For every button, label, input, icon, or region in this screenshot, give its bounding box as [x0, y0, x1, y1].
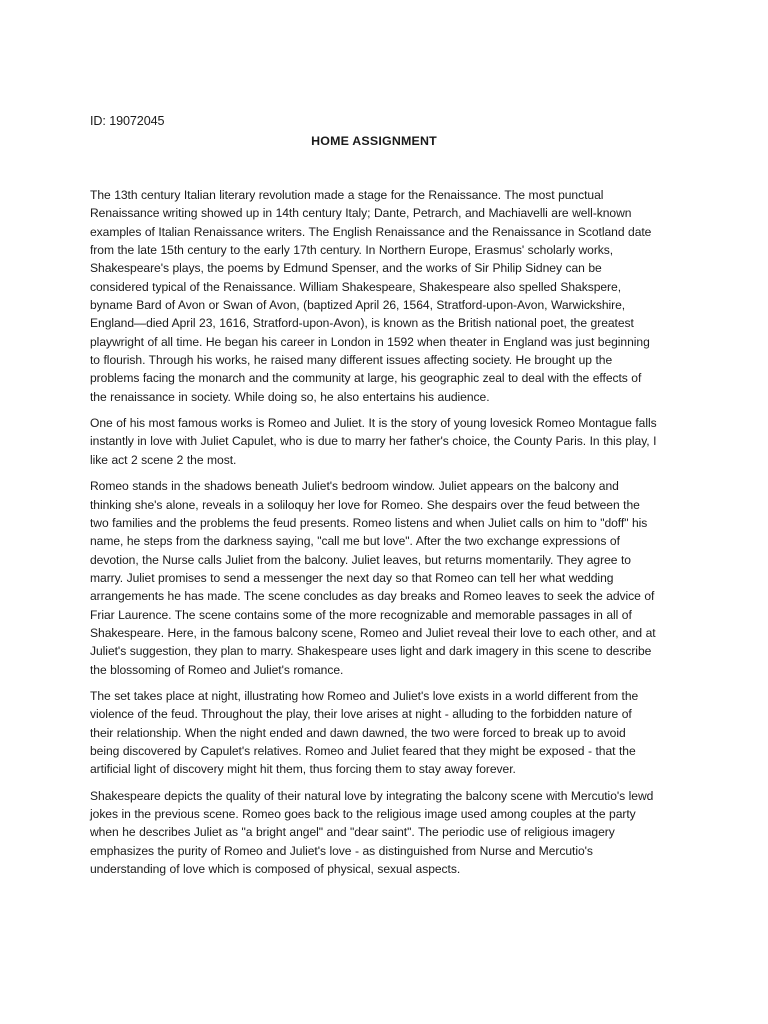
- paragraph-balcony-scene-summary: Romeo stands in the shadows beneath Juliet's bedroom window. Juliet appears on the balcony and thinking she's alone, reveals in a soliloquy her love for Romeo. She despairs over the feud between the two families and the problems the feud presents. Romeo listens and when Juliet calls on him to "doff" his name, he steps from the darkness saying, "call me but love". After the two exchange expressions of devotion, the Nurse calls Juliet from the balcony. Juliet leaves, but returns momentarily. They agree to marry. Juliet promises to send a messenger the next day so that Romeo can tell her what wedding arrangements he has made. The scene concludes as day breaks and Romeo leaves to seek the advice of Friar Laurence. The scene contains some of the more recognizable and memorable passages in all of Shakespeare. Here, in the famous balcony scene, Romeo and Juliet reveal their love to each other, and at Juliet's suggestion, they plan to marry. Shakespeare uses light and dark imagery in this scene to describe the blossoming of Romeo and Juliet's romance.: [90, 479, 656, 677]
- document-title: HOME ASSIGNMENT: [311, 134, 437, 148]
- paragraph-night-setting: The set takes place at night, illustrating how Romeo and Juliet's love exists in a world different from the violence of the feud. Throughout the play, their love arises at night - alluding to the forbidden nature of their relationship. When the night ended and dawn dawned, the two were forced to break up to avoid being discovered by Capulet's relatives. Romeo and Juliet feared that they might be exposed - that the artificial light of discovery might hit them, thus forcing them to stay away forever.: [90, 688, 639, 777]
- student-id: ID: 19072045: [90, 114, 165, 128]
- document-content: [90, 112, 658, 886]
- document-body: [90, 186, 658, 878]
- paragraph-renaissance-intro: The 13th century Italian literary revolution made a stage for the Renaissance. The most punctual Renaissance writing showed up in 14th century Italy; Dante, Petrarch, and Machiavelli are well-known examples of Italian Renaissance writers. The English Renaissance and the Renaissance in Scotland date from the late 15th century to the early 17th century. In Northern Europe, Erasmus' scholarly works, Shakespeare's plays, the poems by Edmund Spenser, and the works of Sir Philip Sidney can be considered typical of the Renaissance. William Shakespeare, Shakespeare also spelled Shakspere, byname Bard of Avon or Swan of Avon, (baptized April 26, 1564, Stratford-upon-Avon, Warwickshire, England—died April 23, 1616, Stratford-upon-Avon), is known as the British national poet, the greatest playwright of all time. He began his career in London in 1592 when theater in England was just beginning to flourish. Through his works, he raised many different issues affecting society. He brought up the problems facing the monarch and the community at large, his geographic zeal to deal with the effects of the renaissance in society. While doing so, he also entertains his audience.: [90, 188, 652, 404]
- paragraph-romeo-juliet-intro: One of his most famous works is Romeo and Juliet. It is the story of young lovesick Romeo Montague falls instantly in love with Juliet Capulet, who is due to marry her father's choice, the County Paris. In this play, I like act 2 scene 2 the most.: [90, 416, 657, 467]
- paragraph-religious-imagery: Shakespeare depicts the quality of their natural love by integrating the balcony scene with Mercutio's lewd jokes in the previous scene. Romeo goes back to the religious image used among couples at the party when he describes Juliet as "a bright angel" and "dear saint". The periodic use of religious imagery emphasizes the purity of Romeo and Juliet's love - as distinguished from Nurse and Mercutio's understanding of love which is composed of physical, sexual aspects.: [90, 788, 654, 877]
